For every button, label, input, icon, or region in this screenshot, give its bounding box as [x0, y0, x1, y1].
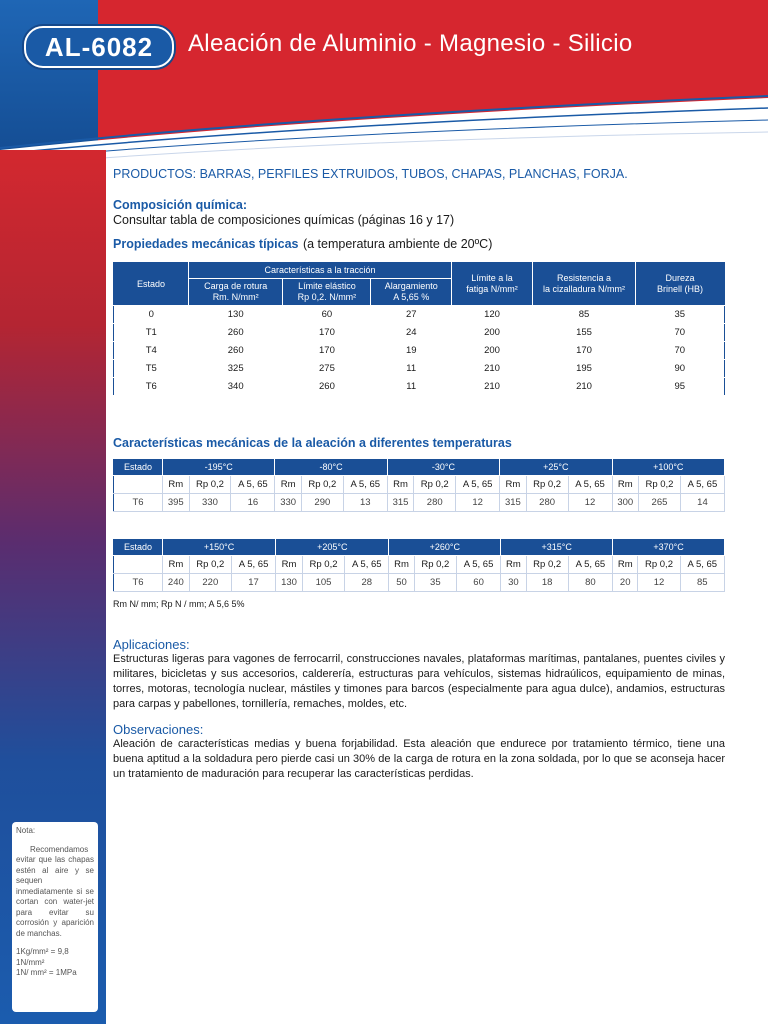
table-cell: 35	[414, 574, 456, 592]
table-cell: 70	[636, 324, 725, 342]
sub-header-cell: A 5, 65	[680, 556, 724, 574]
table-cell: 210	[533, 378, 636, 396]
table-cell: 130	[276, 574, 303, 592]
col-estado: Estado	[114, 540, 163, 556]
col-fatiga: Límite a la fatiga N/mm²	[452, 263, 533, 306]
table-cell: 17	[231, 574, 275, 592]
col-temperature: +25°C	[500, 460, 612, 476]
sub-header-cell: A 5, 65	[456, 476, 500, 494]
applications-text: Estructuras ligeras para vagones de ferrocarril, construcciones navales, plataformas marítimas, pantalanes, puentes civiles y militares, bicicletas y sus accesorios, calderería, estructuras para vehículos, sistemas hidraúlicos, equipamiento de minas, torres, motoras, tecnología nuclear, mástiles y timones para barcos (especialmente para agua dulce), andamios, estructuras para carpas y pabellones, tornillería, remaches, moldes, etc.	[113, 653, 725, 710]
table-cell: 280	[414, 494, 456, 512]
temperature-table-1	[113, 459, 725, 512]
table-cell: 60	[283, 306, 371, 324]
col-alarg: Alargamiento A 5,65 %	[371, 279, 452, 306]
table-cell: 50	[389, 574, 414, 592]
sub-header-cell: A 5, 65	[345, 556, 389, 574]
table-cell: 220	[189, 574, 231, 592]
table-cell: 28	[345, 574, 389, 592]
table-cell: 260	[189, 324, 283, 342]
table-cell: 260	[283, 378, 371, 396]
table-cell: 195	[533, 360, 636, 378]
table-cell: 130	[189, 306, 283, 324]
table-cell: 315	[500, 494, 527, 512]
col-temperature: +370°C	[613, 540, 725, 556]
table-cell: 80	[568, 574, 612, 592]
table-cell: T6	[114, 378, 189, 396]
table-cell: T5	[114, 360, 189, 378]
table-row	[114, 378, 725, 396]
col-temperature: -80°C	[275, 460, 387, 476]
col-traccion: Características a la tracción	[189, 263, 452, 279]
col-carga: Carga de rotura Rm. N/mm²	[189, 279, 283, 306]
table-cell: 395	[163, 494, 190, 512]
table-cell: 325	[189, 360, 283, 378]
table-cell: 240	[163, 574, 190, 592]
mechanical-heading: Propiedades mecánicas típicas	[113, 237, 299, 251]
col-temperature: -195°C	[163, 460, 275, 476]
table-row	[114, 360, 725, 378]
sub-header-cell: Rm	[275, 476, 302, 494]
temperatures-heading: Características mecánicas de la aleación a diferentes temperaturas	[113, 436, 512, 450]
sub-header-cell: A 5, 65	[231, 556, 275, 574]
col-dureza: Dureza Brinell (HB)	[636, 263, 725, 306]
table-cell: 90	[636, 360, 725, 378]
table-cell: 200	[452, 324, 533, 342]
sub-header-cell: A 5, 65	[343, 476, 387, 494]
table-cell: 265	[639, 494, 681, 512]
alloy-code: AL-6082	[44, 31, 154, 62]
sub-header-cell: Rm	[387, 476, 414, 494]
sub-header-cell: Rm	[276, 556, 303, 574]
sub-header-cell: A 5, 65	[456, 556, 500, 574]
sub-header-cell: Rm	[612, 476, 639, 494]
table-cell: 330	[275, 494, 302, 512]
mechanical-heading-line	[113, 235, 725, 253]
note-text: Recomendamos evitar que las chapas estén al aire y se sequen inmediatamente si se cortan con water-jet para evitar su corrosión y aparición de manchas.	[16, 844, 94, 938]
sub-header-cell: Rp 0,2	[639, 476, 681, 494]
sub-header-cell: Rm	[501, 556, 526, 574]
sub-header-cell: A 5, 65	[680, 476, 724, 494]
temperature-table-2	[113, 539, 725, 592]
note-units-1: 1Kg/mm² = 9,8 1N/mm²	[16, 947, 69, 967]
table-cell: 30	[501, 574, 526, 592]
table-cell: 105	[302, 574, 344, 592]
observations-text: Aleación de características medias y buena forjabilidad. Esta aleación que endurece por tratamiento térmico, tiene una buena aptitud a la soldadura pero pierde casi un 30% de la carga de rotura en la zona soldada, por lo que se aconseja hacer un tratamiento de maduración para recuperar las características perdidas.	[113, 738, 725, 780]
col-estado: Estado	[114, 263, 189, 306]
table-cell: 200	[452, 342, 533, 360]
table-cell: 13	[343, 494, 387, 512]
sub-header-cell: Rp 0,2	[526, 556, 568, 574]
note-units-2: 1N/ mm² = 1MPa	[16, 968, 77, 977]
table-cell: 300	[612, 494, 639, 512]
table-cell: 210	[452, 378, 533, 396]
row-label: T6	[114, 494, 163, 512]
table-cell: 170	[283, 324, 371, 342]
col-temperature: -30°C	[387, 460, 499, 476]
table-cell: 290	[301, 494, 343, 512]
col-temperature: +100°C	[612, 460, 725, 476]
table-cell	[114, 556, 163, 574]
table-cell: 35	[636, 306, 725, 324]
table-cell: 330	[189, 494, 231, 512]
col-temperature: +205°C	[276, 540, 389, 556]
table-cell: 20	[613, 574, 638, 592]
temperature-footnote: Rm N/ mm; Rp N / mm; A 5,6 5%	[113, 599, 245, 609]
table-cell: 12	[568, 494, 612, 512]
table-cell: 275	[283, 360, 371, 378]
col-estado: Estado	[114, 460, 163, 476]
table-row	[114, 324, 725, 342]
sub-header-cell: Rp 0,2	[189, 556, 231, 574]
col-temperature: +260°C	[389, 540, 501, 556]
col-temperature: +315°C	[501, 540, 613, 556]
note-box	[12, 822, 98, 1012]
page-title: Aleación de Aluminio - Magnesio - Silicio	[188, 30, 633, 57]
observations-heading: Observaciones:	[113, 722, 204, 737]
sub-header-cell: Rp 0,2	[414, 476, 456, 494]
table-cell: 11	[371, 360, 452, 378]
sub-header-cell: Rm	[163, 556, 190, 574]
note-title: Nota:	[16, 826, 36, 835]
col-temperature: +150°C	[163, 540, 276, 556]
table-cell: T4	[114, 342, 189, 360]
table-row	[114, 306, 725, 324]
page-header	[0, 0, 768, 175]
alloy-badge	[24, 26, 174, 68]
sub-header-cell: Rp 0,2	[189, 476, 231, 494]
col-cizalla: Resistencia a la cizalladura N/mm²	[533, 263, 636, 306]
col-limite: Límite elástico Rp 0,2. N/mm²	[283, 279, 371, 306]
table-cell	[114, 476, 163, 494]
table-cell: 170	[533, 342, 636, 360]
table-cell: 11	[371, 378, 452, 396]
table-cell: 315	[387, 494, 414, 512]
table-cell: 27	[371, 306, 452, 324]
table-cell: 19	[371, 342, 452, 360]
table-cell: 120	[452, 306, 533, 324]
composition-text: Consultar tabla de composiciones químicas (páginas 16 y 17)	[113, 213, 455, 227]
table-cell: 85	[680, 574, 724, 592]
table-cell: 340	[189, 378, 283, 396]
table-cell: 12	[456, 494, 500, 512]
sub-header-cell: Rp 0,2	[526, 476, 568, 494]
products-line: PRODUCTOS: BARRAS, PERFILES EXTRUIDOS, TUBOS, CHAPAS, PLANCHAS, FORJA.	[113, 167, 628, 181]
table-cell: 16	[231, 494, 275, 512]
sub-header-cell: Rm	[389, 556, 414, 574]
table-cell: 12	[638, 574, 680, 592]
mechanical-table-body	[114, 306, 725, 396]
sub-header-cell: Rm	[613, 556, 638, 574]
sub-header-cell: A 5, 65	[231, 476, 275, 494]
table-row	[114, 342, 725, 360]
sub-header-cell: Rp 0,2	[638, 556, 680, 574]
row-label: T6	[114, 574, 163, 592]
table-cell: 85	[533, 306, 636, 324]
sub-header-cell: Rp 0,2	[302, 556, 344, 574]
table-cell: 14	[680, 494, 724, 512]
table-cell: 24	[371, 324, 452, 342]
composition-heading: Composición química:	[113, 198, 248, 212]
table-cell: T1	[114, 324, 189, 342]
sub-header-cell: Rm	[500, 476, 527, 494]
table-cell: 60	[456, 574, 500, 592]
table-cell: 170	[283, 342, 371, 360]
sub-header-cell: Rm	[163, 476, 190, 494]
sub-header-cell: Rp 0,2	[301, 476, 343, 494]
table-cell: 95	[636, 378, 725, 396]
mechanical-note: (a temperatura ambiente de 20ºC)	[302, 237, 493, 251]
table-cell: 210	[452, 360, 533, 378]
sub-header-cell: Rp 0,2	[414, 556, 456, 574]
mechanical-table	[113, 262, 725, 396]
table-cell: 280	[526, 494, 568, 512]
applications-heading: Aplicaciones:	[113, 637, 190, 652]
table-cell: 70	[636, 342, 725, 360]
main-content	[113, 165, 725, 782]
table-cell: 260	[189, 342, 283, 360]
sub-header-cell: A 5, 65	[568, 556, 612, 574]
table-cell: 155	[533, 324, 636, 342]
sub-header-cell: A 5, 65	[568, 476, 612, 494]
table-cell: 18	[526, 574, 568, 592]
table-cell: 0	[114, 306, 189, 324]
